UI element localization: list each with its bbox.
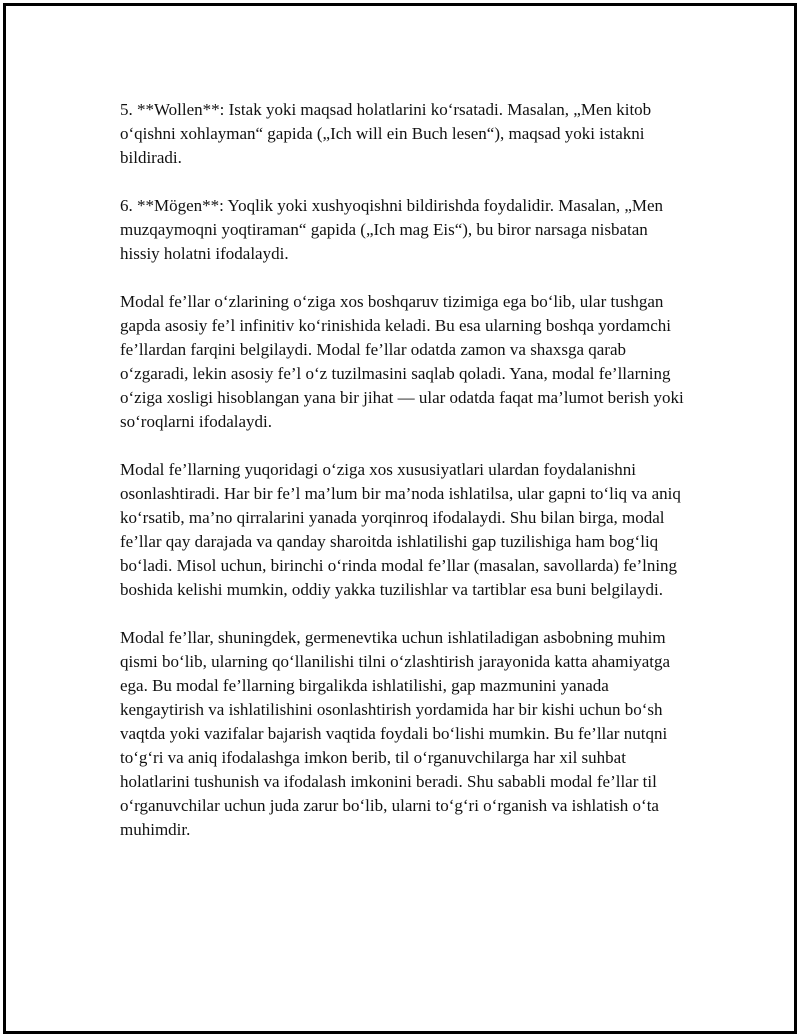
document-body <box>120 98 690 866</box>
paragraph-modal-importance: Modal fe’llar, shuningdek, germenevtika uchun ishlatiladigan asbobning muhim qismi boʻlib, ularning qoʻllanilishi tilni oʻzlashtirish jarayonida katta ahamiyatga ega. Bu modal fe’llarning birgalikda ishlatilishi, gap mazmunini yanada kengaytirish va ishlatilishini osonlashtirish yordamida har bir kishi uchun boʻsh vaqtda yoki vazifalar bajarish vaqtida foydali boʻlishi mumkin. Bu fe’llar nutqni toʻgʻri va aniq ifodalashga imkon berib, til oʻrganuvchilarga har xil suhbat holatlarini tushunish va ifodalash imkonini beradi. Shu sababli modal fe’llar til oʻrganuvchilar uchun juda zarur boʻlib, ularni toʻgʻri oʻrganish va ishlatish oʻta muhimdir. <box>120 628 671 839</box>
paragraph-modal-control: Modal fe’llar oʻzlarining oʻziga xos boshqaruv tizimiga ega boʻlib, ular tushgan gapda asosiy fe’l infinitiv koʻrinishida keladi. Bu esa ularning boshqa yordamchi fe’llardan farqini belgilaydi. Modal fe’llar odatda zamon va shaxsga qarab oʻzgaradi, lekin asosiy fe’l oʻz tuzilmasini saqlab qoladi. Yana, modal fe’llarning oʻziga xosligi hisoblangan yana bir jihat — ular odatda faqat ma’lumot berish yoki soʻroqlarni ifodalaydi. <box>120 292 684 431</box>
page-frame <box>3 3 797 1034</box>
paragraph-wollen: 5. **Wollen**: Istak yoki maqsad holatlarini koʻrsatadi. Masalan, „Men kitob oʻqishni xohlayman“ gapida („Ich will ein Buch lesen“), maqsad yoki istakni bildiradi. <box>120 100 652 167</box>
paragraph-mogen: 6. **Mögen**: Yoqlik yoki xushyoqishni bildirishda foydalidir. Masalan, „Men muzqaymoqni yoqtiraman“ gapida („Ich mag Eis“), bu biror narsaga nisbatan hissiy holatni ifodalaydi. <box>120 196 664 263</box>
paragraph-modal-features: Modal fe’llarning yuqoridagi oʻziga xos xususiyatlari ulardan foydalanishni osonlashtiradi. Har bir fe’l ma’lum bir ma’noda ishlatilsa, ular gapni toʻliq va aniq koʻrsatib, ma’no qirralarini yanada yorqinroq ifodalaydi. Shu bilan birga, modal fe’llar qay darajada va qanday sharoitda ishlatilishi gap tuzilishiga ham bogʻliq boʻladi. Misol uchun, birinchi oʻrinda modal fe’llar (masalan, savollarda) fe’lning boshida kelishi mumkin, oddiy yakka tuzilishlar va tartiblar esa buni belgilaydi. <box>120 460 681 599</box>
